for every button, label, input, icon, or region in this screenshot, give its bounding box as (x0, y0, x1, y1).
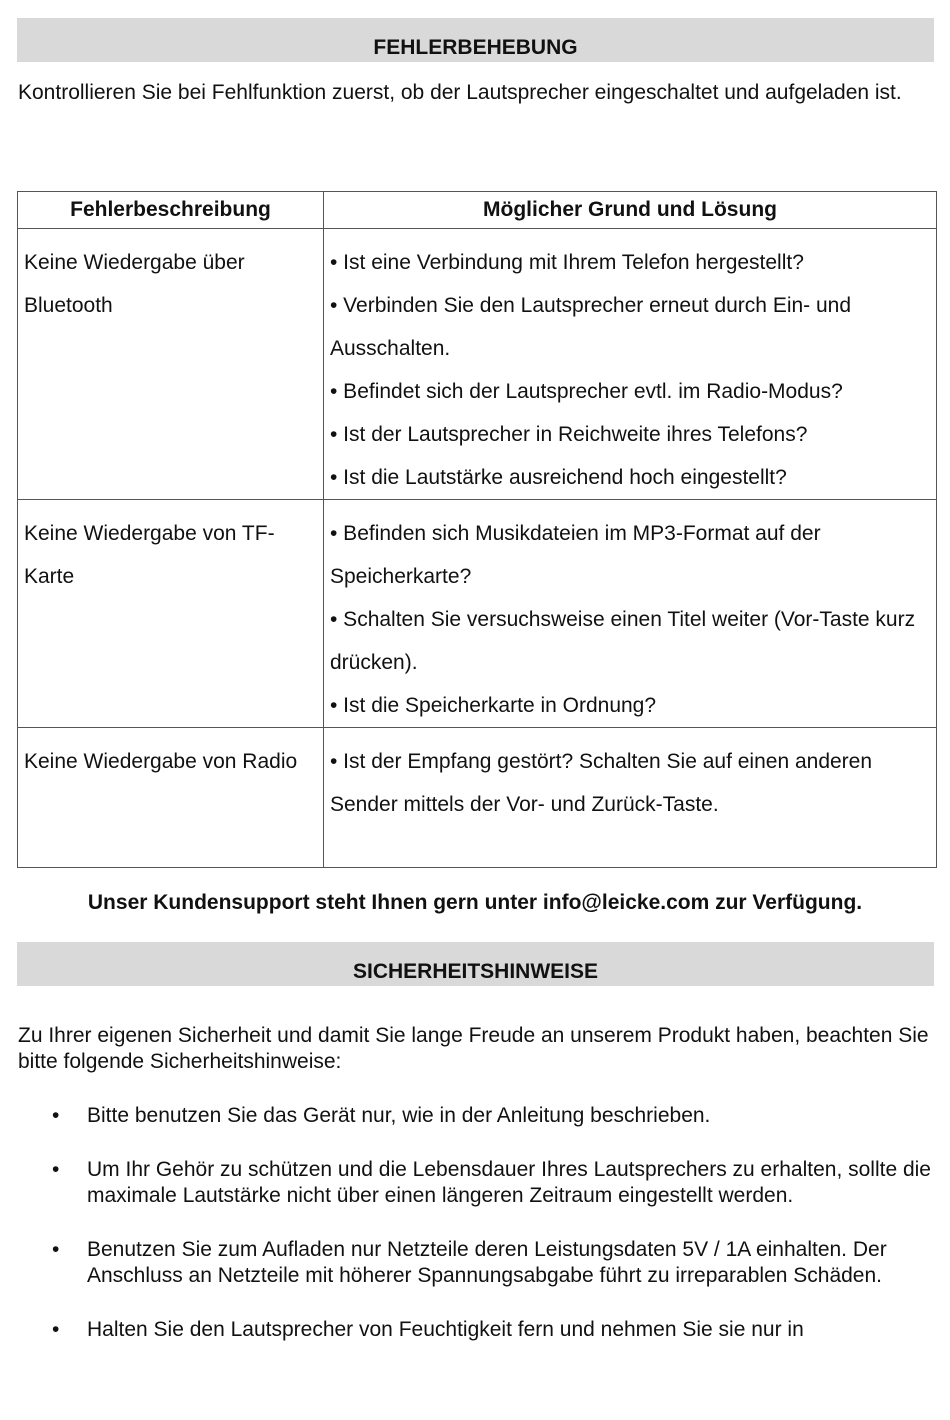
list-item (18, 1237, 933, 1289)
problem-text: Keine Wiedergabe von TF-Karte (24, 522, 275, 588)
solution-item: • Schalten Sie versuchsweise einen Titel weiter (Vor-Taste kurz drücken). (330, 608, 916, 674)
safety-item-text: Benutzen Sie zum Aufladen nur Netzteile deren Leistungsdaten 5V / 1A einhalten. Der Anschluss an Netzteile mit höherer Spannungsabgabe führt zu irreparablen Schäden. (87, 1238, 887, 1287)
troubleshooting-intro: Kontrollieren Sie bei Fehlfunktion zuerst, ob der Lautsprecher eingeschaltet und aufgeladen ist. (18, 81, 902, 104)
solution-item: • Ist der Lautsprecher in Reichweite ihres Telefons? (330, 423, 808, 446)
safety-intro: Zu Ihrer eigenen Sicherheit und damit Sie lange Freude an unserem Produkt haben, beachten Sie bitte folgende Sicherheitshinweise: (18, 1024, 929, 1073)
problem-text: Keine Wiedergabe über Bluetooth (24, 251, 245, 317)
table-row (18, 728, 937, 868)
safety-title: SICHERHEITSHINWEISE (352, 960, 599, 983)
troubleshooting-header (17, 18, 934, 62)
solution-cell (324, 500, 937, 728)
bullet-icon: • (52, 1318, 60, 1341)
bullet-icon: • (52, 1238, 60, 1261)
solution-item: • Ist der Empfang gestört? Schalten Sie auf einen anderen Sender mittels der Vor- und Zurück-Taste. (330, 750, 873, 816)
problem-cell (18, 728, 324, 868)
safety-item-text: Halten Sie den Lautsprecher von Feuchtigkeit fern und nehmen Sie sie nur in (87, 1318, 804, 1341)
safety-header (17, 942, 934, 986)
list-item (18, 1157, 933, 1209)
troubleshooting-title: FEHLERBEHEBUNG (373, 36, 578, 59)
table-row (18, 229, 937, 500)
solution-item: • Verbinden Sie den Lautsprecher erneut durch Ein- und Ausschalten. (330, 294, 852, 360)
bullet-icon: • (52, 1104, 60, 1127)
troubleshooting-table (17, 191, 937, 868)
solution-item: • Befindet sich der Lautsprecher evtl. im Radio-Modus? (330, 380, 843, 403)
solution-item: • Befinden sich Musikdateien im MP3-Format auf der Speicherkarte? (330, 522, 821, 588)
solution-cell (324, 229, 937, 500)
bullet-icon: • (52, 1158, 60, 1181)
problem-cell (18, 229, 324, 500)
safety-item-text: Um Ihr Gehör zu schützen und die Lebensdauer Ihres Lautsprechers zu erhalten, sollte die maximale Lautstärke nicht über einen längeren Zeitraum eingestellt werden. (87, 1158, 931, 1207)
solution-item: • Ist eine Verbindung mit Ihrem Telefon hergestellt? (330, 251, 804, 274)
table-header-row (18, 192, 937, 229)
safety-list (18, 1103, 933, 1371)
problem-cell (18, 500, 324, 728)
column-header-problem: Fehlerbeschreibung (18, 192, 324, 229)
column-header-solution: Möglicher Grund und Lösung (324, 192, 937, 229)
solution-cell (324, 728, 937, 868)
solution-item: • Ist die Lautstärke ausreichend hoch eingestellt? (330, 466, 787, 489)
solution-item: • Ist die Speicherkarte in Ordnung? (330, 694, 657, 717)
list-item (18, 1103, 933, 1129)
table-row (18, 500, 937, 728)
support-notice: Unser Kundensupport steht Ihnen gern unter info@leicke.com zur Verfügung. (87, 891, 863, 914)
safety-item-text: Bitte benutzen Sie das Gerät nur, wie in der Anleitung beschrieben. (87, 1104, 711, 1127)
list-item (18, 1317, 933, 1343)
problem-text: Keine Wiedergabe von Radio (24, 750, 298, 773)
